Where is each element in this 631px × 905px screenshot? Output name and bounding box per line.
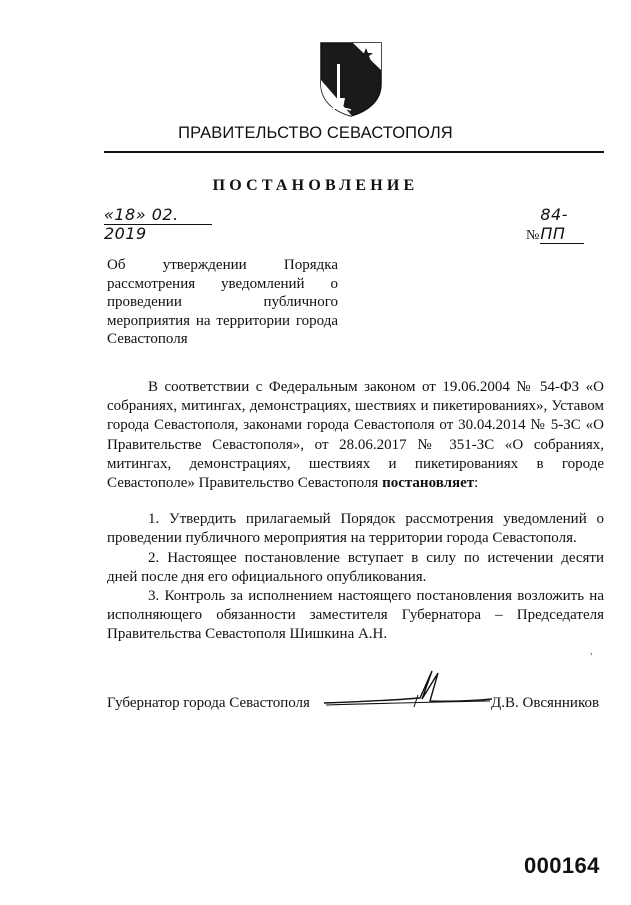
preamble-text: В соответствии с Федеральным законом от 19.06.2004 № 54-ФЗ «О собраниях, митингах, демонстрациях, шествиях и пикетированиях», Уставом города Севастополя, законами города Севастополя от 30.04.2014 № 5-ЗС «О Правительстве Севастополя», от 28.06.2017 № 351-ЗС «О собраниях, митингах, демонстрациях, шествиях и пикетированиях в городе Севастополе» Правительство Севастополя	[107, 379, 604, 492]
document-date: «18» 02. 2019	[104, 205, 212, 225]
item-3: 3. Контроль за исполнением настоящего постановления возложить на исполняющего обязанности заместителя Губернатора – Председателя Правительства Севастополя Шишкина А.Н.	[107, 588, 604, 643]
scan-mark: ,	[590, 645, 593, 657]
document-body	[107, 378, 604, 645]
item-2: 2. Настоящее постановление вступает в силу по истечении десяти дней после дня его официального опубликования.	[107, 549, 604, 585]
document-number-field	[526, 205, 586, 243]
document-number: 84-ПП	[540, 205, 584, 244]
preamble	[107, 378, 604, 493]
signatory-name: Д.В. Овсянников	[491, 695, 600, 711]
decision-word: постановляет	[382, 475, 475, 492]
government-title: ПРАВИТЕЛЬСТВО СЕВАСТОПОЛЯ	[178, 124, 453, 142]
decision-colon: :	[474, 475, 479, 492]
header-rule	[104, 151, 604, 153]
coat-of-arms-icon	[318, 40, 384, 118]
signatory-position: Губернатор города Севастополя	[107, 695, 310, 711]
document-subject: Об утверждении Порядка рассмотрения уведомлений о проведении публичного мероприятия на территории города Севастополя	[107, 257, 338, 347]
item-1: 1. Утвердить прилагаемый Порядок рассмотрения уведомлений о проведении публичного мероприятия на территории города Севастополя.	[107, 511, 604, 547]
serial-number: 000164	[524, 853, 600, 878]
number-prefix: №	[526, 228, 540, 243]
handwritten-signature	[322, 665, 494, 715]
document-type: ПОСТАНОВЛЕНИЕ	[212, 177, 419, 194]
